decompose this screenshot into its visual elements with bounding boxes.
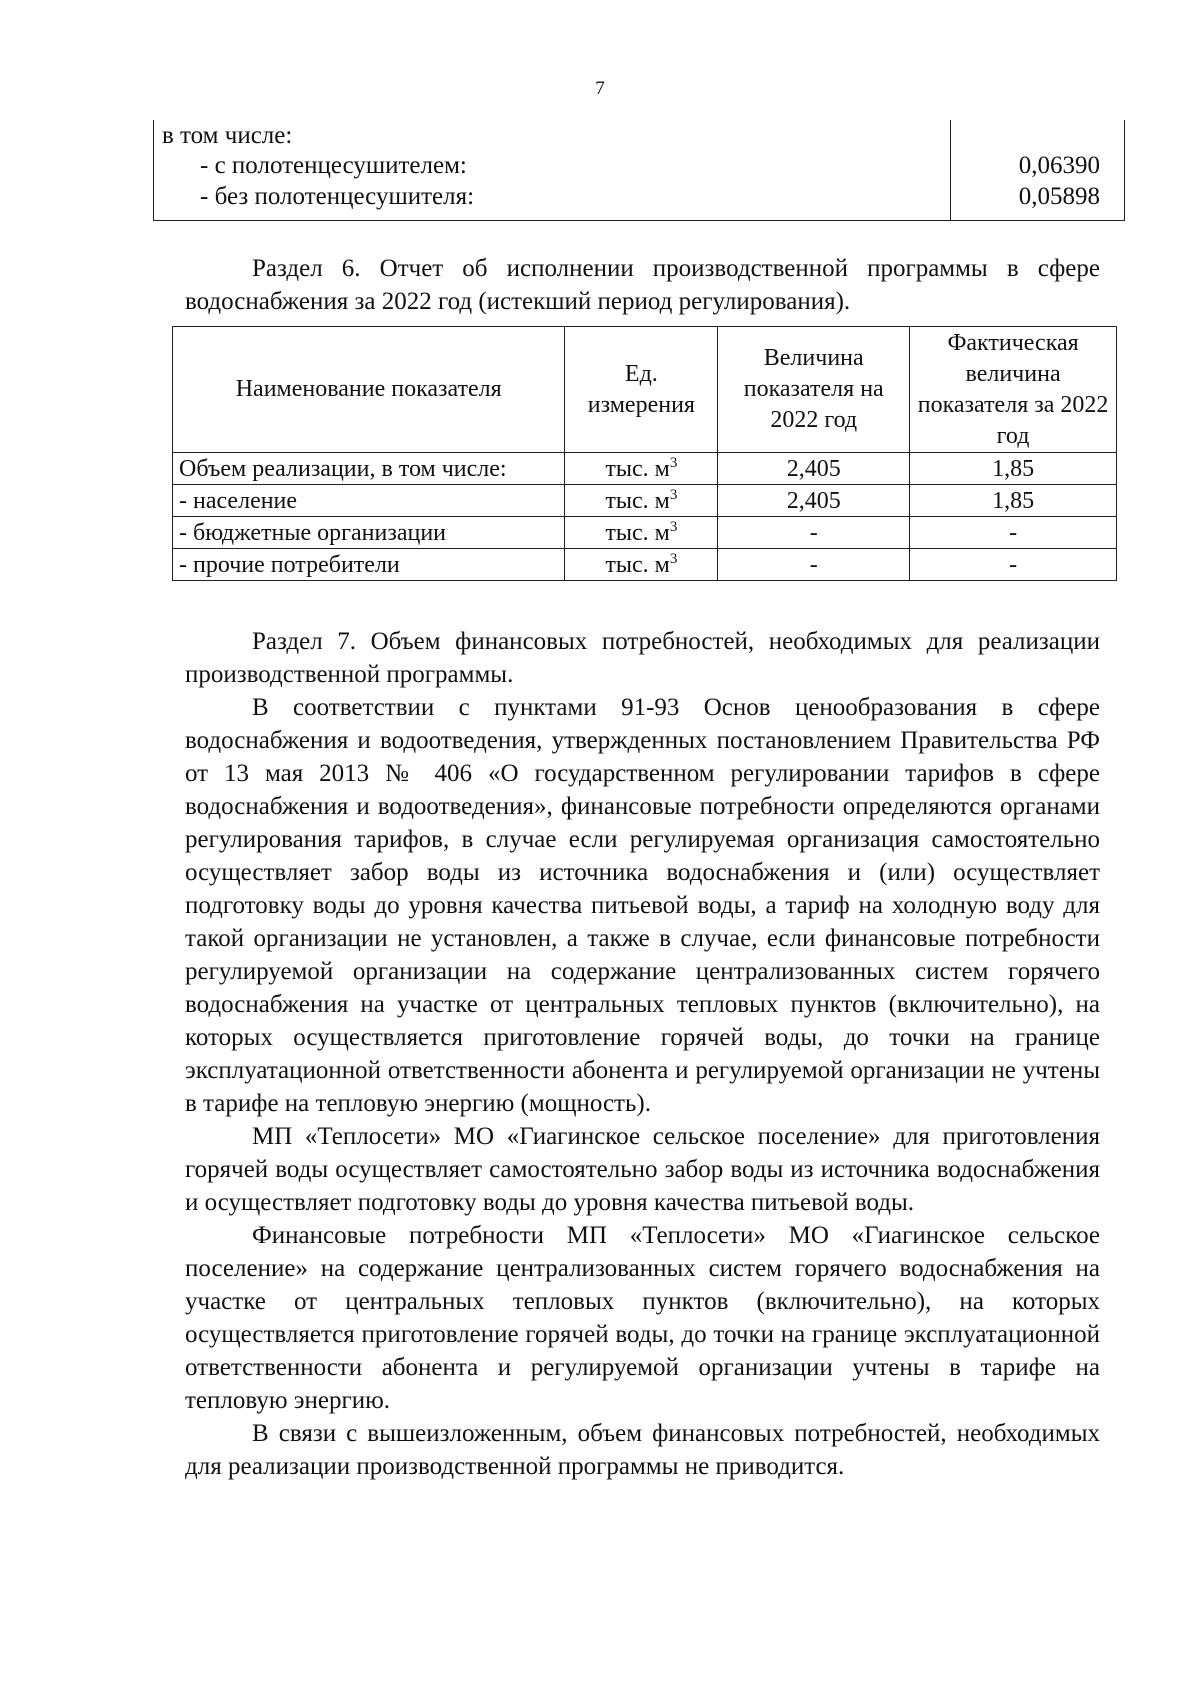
section-6-title: Раздел 6. Отчет об исполнении производственной программы в сфере водоснабжения за 2022 год (истекший период регулирования). [185, 255, 1100, 315]
section-7-title: Раздел 7. Объем финансовых потребностей, необходимых для реализации производственной программы. [185, 628, 1100, 688]
row-unit: тыс. $м^3$ [565, 485, 718, 517]
table-cell-label: - с полотенцесушителем: [200, 152, 467, 179]
row-fact-value: - [910, 517, 1117, 549]
row-name: - население [173, 485, 565, 517]
table-header-cell: Наименование показателя [173, 327, 565, 453]
table-cell-value: 0,06390 [1018, 152, 1100, 179]
table-row [173, 549, 1117, 581]
row-fact-value: 1,85 [910, 485, 1117, 517]
paragraph: В соответствии с пунктами 91-93 Основ ценообразования в сфере водоснабжения и водоотведения, утвержденных постановлением Правительства РФ от 13 мая 2013 № 406 «О государственном регулировании тарифов в сфере водоснабжения и водоотведения», финансовые потребности определяются органами регулирования тарифов, в случае если регулируемая организация самостоятельно осуществляет забор воды из источника водоснабжения и (или) осуществляет подготовку воды до уровня качества питьевой воды, а тариф на холодную воду для такой организации не установлен, а также в случае, если финансовые потребности регулируемой организации на содержание централизованных систем горячего водоснабжения на участке от центральных тепловых пунктов (включительно), на которых осуществляется приготовление горячей воды, до точки на границе эксплуатационной ответственности абонента и регулируемой организации не учтены в тарифе на тепловую энергию (мощность). [185, 694, 1100, 1117]
table-row [173, 517, 1117, 549]
table-column-divider [950, 120, 951, 220]
section-6-table [172, 326, 1117, 581]
row-plan-value: - [718, 549, 910, 581]
paragraph: В связи с вышеизложенным, объем финансовых потребностей, необходимых для реализации производственной программы не приводится. [185, 1420, 1100, 1480]
row-unit: тыс. $м^3$ [565, 453, 718, 485]
row-name: - бюджетные организации [173, 517, 565, 549]
table-cell-label: в том числе: [162, 122, 293, 149]
paragraph: Финансовые потребности МП «Теплосети» МО «Гиагинское сельское поселение» на содержание централизованных систем горячего водоснабжения на участке от центральных тепловых пунктов (включительно), на которых осуществляется приготовление горячей воды, до точки на границе эксплуатационной ответственности абонента и регулируемой организации учтены в тарифе на тепловую энергию. [185, 1222, 1100, 1414]
row-fact-value: - [910, 549, 1117, 581]
row-plan-value: 2,405 [718, 485, 910, 517]
row-plan-value: 2,405 [718, 453, 910, 485]
table-row [173, 453, 1117, 485]
table-header-cell: Фактическая величина показателя за 2022 год [910, 327, 1117, 453]
top-table-fragment [153, 120, 1125, 221]
table-cell-label: - без полотенцесушителя: [200, 183, 475, 210]
row-plan-value: - [718, 517, 910, 549]
row-unit: тыс. $м^3$ [565, 517, 718, 549]
row-unit: тыс. $м^3$ [565, 549, 718, 581]
table-header-cell: Величина показателя на 2022 год [718, 327, 910, 453]
page-number: 7 [595, 78, 605, 99]
row-name: Объем реализации, в том числе: [173, 453, 565, 485]
row-fact-value: 1,85 [910, 453, 1117, 485]
table-header-cell: Ед. измерения [565, 327, 718, 453]
row-name: - прочие потребители [173, 549, 565, 581]
paragraph: МП «Теплосети» МО «Гиагинское сельское поселение» для приготовления горячей воды осуществляет самостоятельно забор воды из источника водоснабжения и осуществляет подготовку воды до уровня качества питьевой воды. [185, 1123, 1100, 1216]
table-row [173, 485, 1117, 517]
section-7 [185, 625, 1100, 1483]
table-cell-value: 0,05898 [1018, 183, 1100, 210]
